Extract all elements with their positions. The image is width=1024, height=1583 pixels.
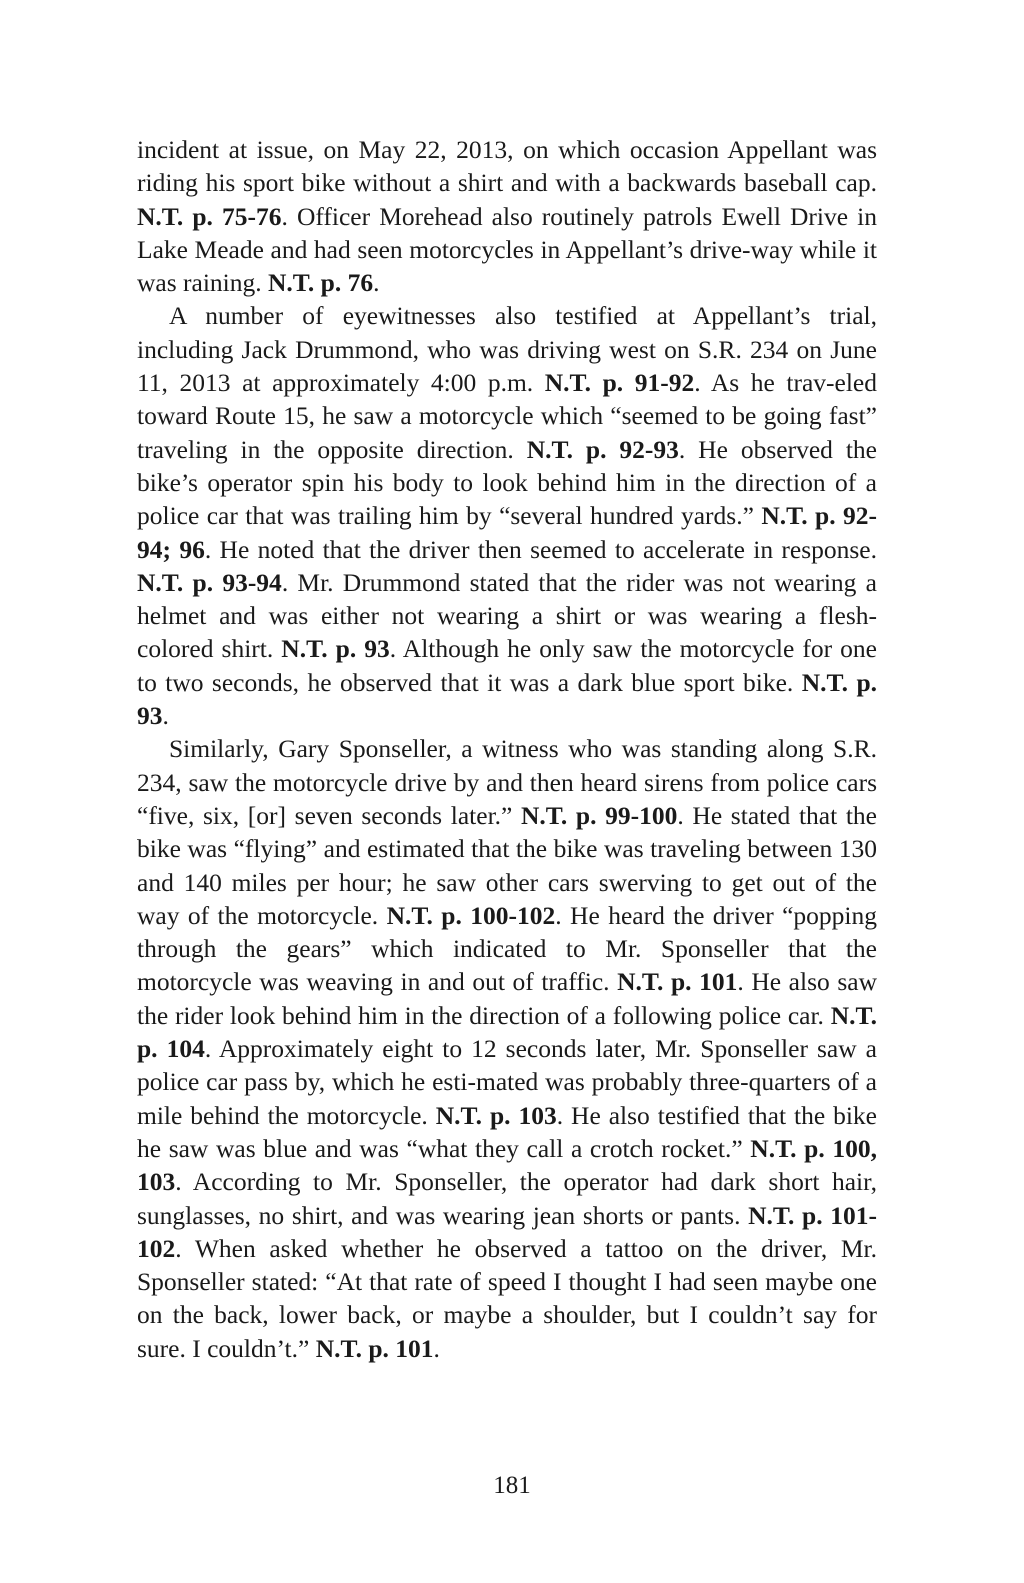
text-run: . As he trav-eled toward Route 15, he saw a motorcycle which “seemed to be going fast” traveling in the opposite direction.	[137, 368, 877, 464]
citation: N.T. p. 100-102	[386, 900, 556, 930]
citation: N.T. p. 103	[435, 1100, 557, 1130]
paragraph-3	[137, 732, 877, 1365]
citation: N.T. p. 100, 103	[137, 1133, 877, 1197]
text-run: . He also testified that the bike he saw was blue and was “what they call a crotch rocket.”	[137, 1100, 878, 1163]
document-body	[137, 133, 877, 1365]
paragraph-1	[137, 133, 877, 299]
citation: N.T. p. 92-93	[526, 434, 679, 464]
citation: N.T. p. 99-100	[521, 800, 678, 830]
citation: N.T. p. 93	[137, 667, 877, 731]
citation: N.T. p. 91-92	[544, 368, 695, 398]
citation: N.T. p. 75-76	[137, 201, 282, 231]
page-number: 181	[493, 1472, 531, 1499]
text-run: . He stated that the bike was “flying” and estimated that the bike was traveling between 130 and 140 miles per hour; he saw other cars swerving to get out of the way of the motorcycle.	[137, 800, 877, 930]
citation: N.T. p. 76	[268, 268, 374, 298]
text-run: . He also saw the rider look behind him in the direction of a following police car.	[137, 967, 877, 1030]
text-run: . Although he only saw the motorcycle for one to two seconds, he observed that it was a dark blue sport bike.	[137, 634, 877, 697]
paragraph-2	[137, 299, 877, 732]
text-run: . He noted that the driver then seemed to accelerate in response.	[204, 534, 877, 564]
text-run: .	[433, 1333, 440, 1363]
text-run: A number of eyewitnesses also testified at Appellant’s trial, including Jack Drummond, who was driving west on S.R. 234 on June 11, 2013 at approximately 4:00 p.m.	[137, 301, 877, 398]
text-run: . Approximately eight to 12 seconds later, Mr. Sponseller saw a police car pass by, which he esti-mated was probably three-quarters of a mile behind the motorcycle.	[137, 1034, 877, 1130]
citation: N.T. p. 92-94; 96	[137, 501, 877, 564]
text-run: .	[373, 268, 380, 298]
text-run: incident at issue, on May 22, 2013, on which occasion Appellant was riding his sport bike without a shirt and with a backwards baseball cap.	[137, 135, 877, 198]
citation: N.T. p. 93	[281, 634, 390, 664]
text-run: . According to Mr. Sponseller, the operator had dark short hair, sunglasses, no shirt, and was wearing jean shorts or pants.	[137, 1167, 877, 1230]
citation: N.T. p. 101	[617, 967, 738, 997]
text-run: . He observed the bike’s operator spin his body to look behind him in the direction of a police car that was trailing him by “several hundred yards.”	[137, 434, 877, 531]
text-run: Similarly, Gary Sponseller, a witness who was standing along S.R. 234, saw the motorcycle drive by and then heard sirens from police cars “five, six, [or] seven seconds later.”	[137, 734, 877, 830]
text-run: . Officer Morehead also routinely patrols Ewell Drive in Lake Meade and had seen motorcycles in Appellant’s drive-way while it was raining.	[137, 201, 877, 298]
citation: N.T. p. 101	[315, 1333, 434, 1363]
text-run: .	[162, 701, 169, 731]
citation: N.T. p. 101-102	[137, 1200, 877, 1263]
text-run: . Mr. Drummond stated that the rider was not wearing a helmet and was either not wearing a shirt or was wearing a flesh-colored shirt.	[137, 567, 877, 664]
citation: N.T. p. 93-94	[137, 567, 282, 597]
text-run: . He heard the driver “popping through the gears” which indicated to Mr. Sponseller that the motorcycle was weaving in and out of traffic.	[137, 900, 877, 997]
text-run: . When asked whether he observed a tattoo on the driver, Mr. Sponseller stated: “At that rate of speed I thought I had seen maybe one on the back, lower back, or maybe a shoulder, but I couldn’t say for sure. I couldn’t.”	[137, 1233, 877, 1363]
citation: N.T. p. 104	[137, 1000, 877, 1064]
